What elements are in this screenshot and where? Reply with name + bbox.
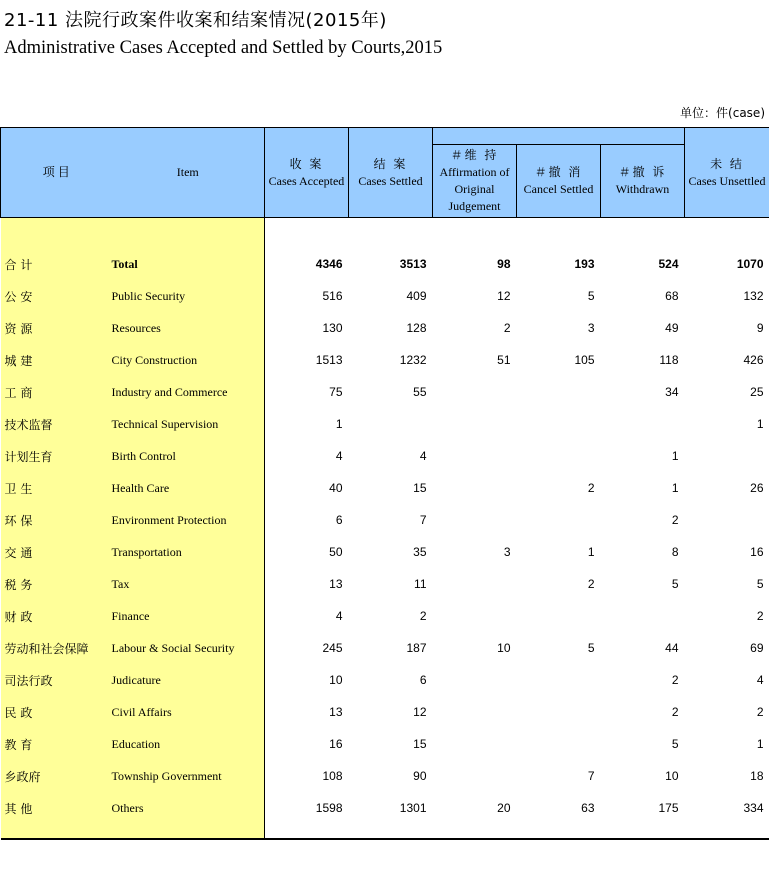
header-settled: 结 案 Cases Settled	[349, 128, 433, 218]
header-item-cn: 项 目	[1, 128, 112, 218]
cell-affirm: 2	[503, 321, 511, 335]
cell-accepted: 1513	[265, 344, 349, 376]
cell-withdraw: 8	[671, 545, 679, 559]
cell-unsettled: 426	[743, 353, 764, 367]
cell-unsettled	[685, 440, 769, 472]
table-row	[1, 376, 769, 408]
table-bottom-row	[1, 824, 769, 839]
cell-unsettled: 2	[756, 609, 764, 623]
cell-unsettled: 25	[750, 385, 764, 399]
header-subgroup	[433, 128, 685, 145]
cell-accepted: 6	[265, 504, 349, 536]
cell-en: Industry and Commerce	[112, 376, 265, 408]
cell-cn: 卫 生	[1, 472, 112, 504]
cell-settled: 409	[406, 289, 427, 303]
table-title-en: Administrative Cases Accepted and Settled by Courts,2015	[4, 38, 443, 58]
cell-cancel: 3	[587, 321, 595, 335]
table-row	[1, 792, 769, 824]
cell-accepted: 245	[265, 632, 349, 664]
table-row	[1, 280, 769, 312]
table-row	[1, 408, 769, 440]
cell-withdraw	[601, 408, 685, 440]
cell-withdraw: 2	[671, 673, 679, 687]
cell-unsettled: 26	[750, 481, 764, 495]
table-row	[1, 664, 769, 696]
cell-unsettled: 1	[756, 417, 764, 431]
cell-cn: 计划生育	[1, 440, 112, 472]
cell-accepted: 75	[265, 376, 349, 408]
cell-affirm	[433, 568, 517, 600]
table-row	[1, 760, 769, 792]
table-row	[1, 504, 769, 536]
cell-withdraw: 175	[658, 801, 679, 815]
cell-cn: 合 计	[1, 248, 112, 280]
cell-en: Judicature	[112, 664, 265, 696]
cell-cn: 劳动和社会保障	[1, 632, 112, 664]
header-accepted: 收 案 Cases Accepted	[265, 128, 349, 218]
cell-affirm	[433, 504, 517, 536]
cell-affirm	[433, 728, 517, 760]
table-row	[1, 600, 769, 632]
cell-withdraw: 68	[665, 289, 679, 303]
cell-settled: 12	[413, 705, 427, 719]
cell-accepted: 13	[265, 696, 349, 728]
cell-settled: 4	[419, 449, 427, 463]
cell-unsettled	[685, 504, 769, 536]
cell-cancel	[517, 664, 601, 696]
cell-cn: 其 他	[1, 792, 112, 824]
header-cancel: ＃撤 消 Cancel Settled	[517, 145, 601, 218]
cell-en: Resources	[112, 312, 265, 344]
cell-accepted: 13	[265, 568, 349, 600]
cell-settled: 15	[413, 481, 427, 495]
cell-affirm	[433, 760, 517, 792]
cell-en: Public Security	[112, 280, 265, 312]
header-affirm: ＃维 持 Affirmation of Original Judgement	[433, 145, 517, 218]
cell-cn: 交 通	[1, 536, 112, 568]
cell-unsettled: 69	[750, 641, 764, 655]
cell-cancel: 5	[587, 289, 595, 303]
cell-settled: 187	[406, 641, 427, 655]
cell-accepted: 4346	[265, 248, 349, 280]
cell-affirm	[433, 408, 517, 440]
cell-en: Total	[112, 248, 265, 280]
cell-cancel	[517, 408, 601, 440]
cell-withdraw: 1	[671, 481, 679, 495]
cell-settled: 90	[413, 769, 427, 783]
cell-cn: 环 保	[1, 504, 112, 536]
cell-en: Labour & Social Security	[112, 632, 265, 664]
cell-cancel	[517, 600, 601, 632]
cell-unsettled: 1070	[736, 257, 764, 271]
cell-cancel: 193	[574, 257, 595, 271]
cell-en: Technical Supervision	[112, 408, 265, 440]
cell-accepted: 50	[265, 536, 349, 568]
unit-label: 单位：件(case)	[680, 106, 765, 120]
table-row	[1, 536, 769, 568]
cell-cn: 工 商	[1, 376, 112, 408]
cell-affirm: 51	[497, 353, 511, 367]
cell-unsettled: 4	[756, 673, 764, 687]
cell-affirm: 10	[497, 641, 511, 655]
cell-withdraw: 1	[671, 449, 679, 463]
table-row	[1, 344, 769, 376]
cell-cancel	[517, 728, 601, 760]
cell-settled: 35	[413, 545, 427, 559]
cell-cn: 乡政府	[1, 760, 112, 792]
cell-withdraw: 10	[665, 769, 679, 783]
cell-en: City Construction	[112, 344, 265, 376]
cell-settled: 128	[406, 321, 427, 335]
cell-cancel: 5	[587, 641, 595, 655]
cell-accepted: 10	[265, 664, 349, 696]
cell-cancel	[517, 376, 601, 408]
cell-en: Birth Control	[112, 440, 265, 472]
cell-en: Health Care	[112, 472, 265, 504]
cell-affirm	[433, 664, 517, 696]
cell-en: Finance	[112, 600, 265, 632]
cell-en: Township Government	[112, 760, 265, 792]
cell-affirm: 20	[497, 801, 511, 815]
cell-settled: 7	[419, 513, 427, 527]
cell-unsettled: 18	[750, 769, 764, 783]
cell-withdraw	[601, 600, 685, 632]
cell-cancel: 2	[587, 577, 595, 591]
cell-settled: 1232	[399, 353, 427, 367]
cell-cancel	[517, 696, 601, 728]
table-row	[1, 312, 769, 344]
table-row	[1, 728, 769, 760]
table-row	[1, 632, 769, 664]
cell-settled	[349, 408, 433, 440]
cell-cn: 司法行政	[1, 664, 112, 696]
cell-settled: 1301	[399, 801, 427, 815]
cell-en: Transportation	[112, 536, 265, 568]
spacer-row	[1, 218, 769, 249]
cell-accepted: 16	[265, 728, 349, 760]
cell-withdraw: 2	[671, 513, 679, 527]
cell-accepted: 4	[265, 600, 349, 632]
cell-en: Environment Protection	[112, 504, 265, 536]
cell-cancel: 7	[587, 769, 595, 783]
cell-cancel: 63	[581, 801, 595, 815]
cell-cn: 城 建	[1, 344, 112, 376]
cell-cancel: 105	[574, 353, 595, 367]
cell-withdraw: 44	[665, 641, 679, 655]
table-row	[1, 568, 769, 600]
cell-withdraw: 34	[665, 385, 679, 399]
cell-withdraw: 2	[671, 705, 679, 719]
cell-cancel: 1	[587, 545, 595, 559]
cell-withdraw: 118	[659, 353, 679, 367]
cell-affirm	[433, 600, 517, 632]
cell-unsettled: 1	[756, 737, 764, 751]
cell-cn: 资 源	[1, 312, 112, 344]
cell-affirm: 12	[497, 289, 511, 303]
cell-en: Education	[112, 728, 265, 760]
cell-accepted: 130	[265, 312, 349, 344]
cell-withdraw: 49	[665, 321, 679, 335]
cell-cancel: 2	[587, 481, 595, 495]
cell-cn: 技术监督	[1, 408, 112, 440]
cell-en: Civil Affairs	[112, 696, 265, 728]
cell-withdraw: 524	[658, 257, 679, 271]
cell-unsettled: 2	[756, 705, 764, 719]
cell-settled: 6	[419, 673, 427, 687]
cell-cn: 教 育	[1, 728, 112, 760]
header-item-en: Item	[112, 128, 265, 218]
cell-settled: 55	[413, 385, 427, 399]
table-body	[1, 218, 769, 840]
cell-cn: 公 安	[1, 280, 112, 312]
cell-unsettled: 16	[750, 545, 764, 559]
cell-affirm: 98	[497, 257, 511, 271]
cell-unsettled: 132	[743, 289, 764, 303]
cell-settled: 2	[419, 609, 427, 623]
table-row	[1, 696, 769, 728]
cell-accepted: 40	[265, 472, 349, 504]
cell-unsettled: 334	[743, 801, 764, 815]
cell-affirm	[433, 440, 517, 472]
cell-cancel	[517, 504, 601, 536]
table-row-total	[1, 248, 769, 280]
cell-accepted: 108	[265, 760, 349, 792]
cell-affirm	[433, 376, 517, 408]
cell-affirm: 3	[503, 545, 511, 559]
cell-accepted: 516	[265, 280, 349, 312]
cell-cn: 税 务	[1, 568, 112, 600]
cell-settled: 3513	[399, 257, 427, 271]
header-withdraw: ＃撤 诉 Withdrawn	[601, 145, 685, 218]
cell-unsettled: 5	[756, 577, 764, 591]
cell-cancel	[517, 440, 601, 472]
cell-settled: 15	[413, 737, 427, 751]
cell-cn: 财 政	[1, 600, 112, 632]
cell-accepted: 4	[265, 440, 349, 472]
cell-affirm	[433, 472, 517, 504]
table-row	[1, 472, 769, 504]
table-row	[1, 440, 769, 472]
cell-cn: 民 政	[1, 696, 112, 728]
cell-settled: 11	[414, 577, 427, 591]
cell-affirm	[433, 696, 517, 728]
cell-en: Others	[112, 792, 265, 824]
cell-accepted: 1598	[265, 792, 349, 824]
cell-withdraw: 5	[671, 737, 679, 751]
cell-accepted: 1	[265, 408, 349, 440]
table-title-cn: 21-11 法院行政案件收案和结案情况(2015年)	[4, 10, 387, 31]
cell-withdraw: 5	[671, 577, 679, 591]
cases-table	[0, 127, 769, 840]
cell-en: Tax	[112, 568, 265, 600]
cell-unsettled: 9	[756, 321, 764, 335]
header-unsettled: 未 结 Cases Unsettled	[685, 128, 769, 218]
